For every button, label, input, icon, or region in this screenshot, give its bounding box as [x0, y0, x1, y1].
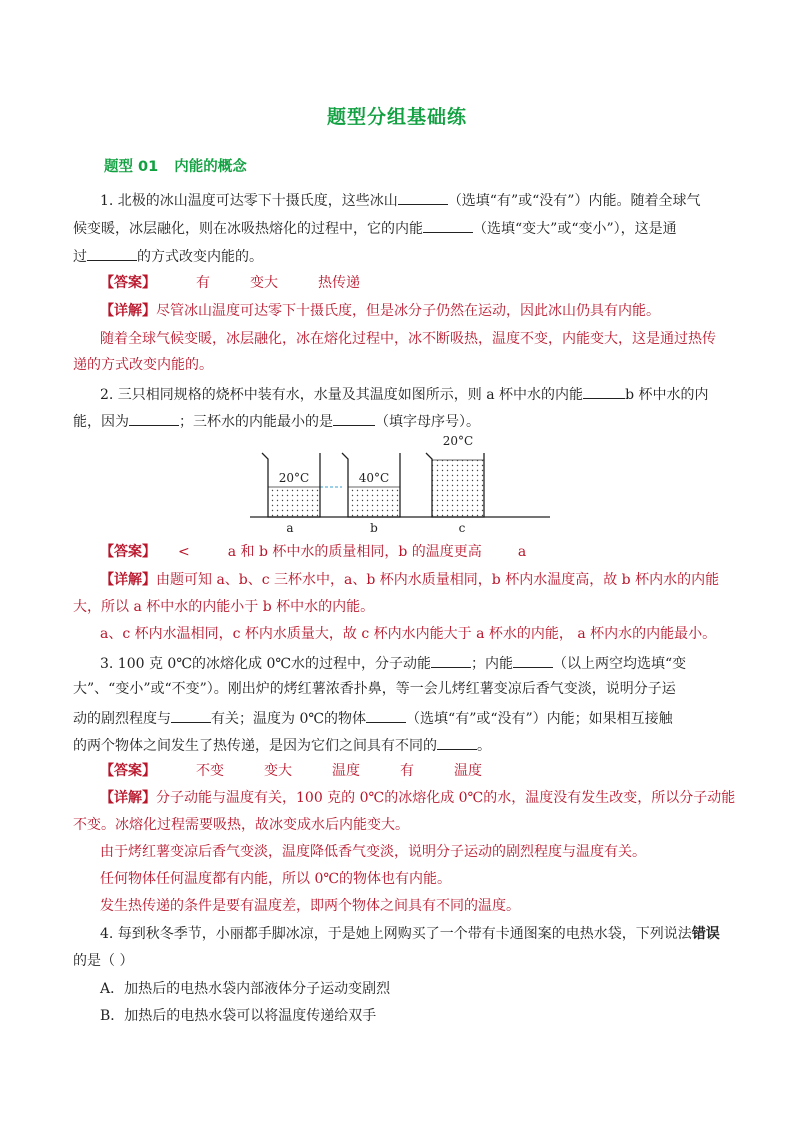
answer-value: a 和 b 杯中水的质量相同，b 的温度更高	[227, 544, 482, 560]
answer-value: 不变	[196, 763, 224, 779]
detail-tag: 【详解】	[100, 790, 156, 806]
q1-detail-2: 随着全球气候变暖，冰层融化，冰在熔化过程中，冰不断吸热，温度不变，内能变大，这是通过热传	[100, 331, 716, 347]
answer-value: 温度	[332, 763, 360, 779]
answer-tag: 【答案】	[100, 763, 156, 779]
q2-detail-2: 大，所以 a 杯中水的内能小于 b 杯中水的内能。	[73, 599, 375, 615]
answer-blank[interactable]	[431, 653, 471, 668]
detail-tag: 【详解】	[100, 572, 156, 588]
temp-label-c: 20°C	[442, 434, 474, 448]
water-b	[348, 487, 400, 517]
q2-answer	[100, 543, 526, 561]
q3-line-4: 的两个物体之间发生了热传递，是因为它们之间具有不同的 。	[73, 735, 491, 755]
water-c	[432, 460, 484, 517]
q1-detail-1: 【详解】尽管冰山温度可达零下十摄氏度，但是冰分子仍然在运动，因此冰山仍具有内能。	[100, 303, 660, 319]
q1-line-3: 过 的方式改变内能的。	[73, 246, 263, 266]
section-name: 内能的概念	[174, 159, 247, 175]
temp-label-a: 20°C	[278, 471, 310, 485]
q2-line-1: 2. 三只相同规格的烧杯中装有水，水量及其温度如图所示，则 a 杯中水的内能 b 杯中水的内	[100, 384, 708, 404]
answer-blank[interactable]	[129, 411, 179, 426]
answer-tag: 【答案】	[100, 275, 156, 291]
q4-line-1: 4. 每到秋冬季节，小丽都手脚冰凉，于是她上网购买了一个带有卡通图案的电热水袋，下列说法错误	[100, 926, 720, 942]
answer-blank[interactable]	[398, 190, 448, 205]
q1-line-1: 1. 北极的冰山温度可达零下十摄氏度，这些冰山 （选填“有”或“没有”）内能。随着全球气	[100, 190, 700, 210]
q3-detail-3: 由于烤红薯变凉后香气变淡，温度降低香气变淡，说明分子运动的剧烈程度与温度有关。	[100, 844, 646, 860]
q2-detail-3: a、c 杯内水温相同，c 杯内水质量大，故 c 杯内水内能大于 a 杯水的内能， a 杯内水的内能最小。	[100, 626, 717, 642]
answer-value: 变大	[250, 275, 278, 291]
q3-detail-5: 发生热传递的条件是要有温度差，即两个物体之间具有不同的温度。	[100, 898, 520, 914]
q1-detail-3: 递的方式改变内能的。	[73, 357, 213, 373]
emphasis-text: 错误	[691, 926, 720, 942]
q3-detail-1: 【详解】分子动能与温度有关，100 克的 0℃的冰熔化成 0℃的水，温度没有发生改变，所以分子动能	[100, 790, 736, 806]
beaker-label-a: a	[286, 521, 294, 535]
water-a	[268, 487, 320, 517]
detail-tag: 【详解】	[100, 303, 156, 319]
q3-line-2: 大”、“变小”或“不变”）。刚出炉的烤红薯浓香扑鼻，等一会儿烤红薯变凉后香气变淡，说明分子运	[73, 681, 676, 697]
q3-detail-2: 不变。冰熔化过程需要吸热，故冰变成水后内能变大。	[73, 817, 409, 833]
q4-option-a[interactable]: A．加热后的电热水袋内部液体分子运动变剧烈	[100, 981, 391, 997]
answer-value: 有	[400, 763, 414, 779]
q4-line-2: 的是（ ）	[73, 953, 134, 969]
beaker-a	[262, 453, 320, 535]
beakers-figure	[250, 428, 550, 538]
answer-value: 变大	[264, 763, 292, 779]
q2-line-2: 能，因为 ；三杯水的内能最小的是 （填字母序号）。	[73, 411, 480, 431]
answer-blank[interactable]	[171, 708, 211, 723]
beaker-label-c: c	[458, 521, 466, 535]
answer-blank[interactable]	[333, 411, 375, 426]
q3-detail-4: 任何物体任何温度都有内能，所以 0℃的物体也有内能。	[100, 871, 452, 887]
q1-line-2: 候变暖，冰层融化，则在冰吸热熔化的过程中，它的内能 （选填“变大”或“变小”），这是通	[73, 218, 677, 238]
page-title: 题型分组基础练	[326, 106, 467, 128]
beaker-label-b: b	[370, 521, 378, 535]
temp-label-b: 40°C	[358, 471, 390, 485]
q3-line-1: 3. 100 克 0℃的冰熔化成 0℃水的过程中，分子动能 ；内能 （以上两空均选填“变	[100, 653, 686, 673]
answer-blank[interactable]	[437, 735, 477, 750]
answer-blank[interactable]	[87, 246, 137, 261]
q1-answer	[100, 274, 360, 292]
q2-detail-1: 【详解】由题可知 a、b、c 三杯水中，a、b 杯内水质量相同，b 杯内水温度高，故 b 杯内水的内能	[100, 572, 720, 588]
beaker-c	[426, 434, 484, 535]
beaker-b	[342, 453, 400, 535]
q4-option-b[interactable]: B．加热后的电热水袋可以将温度传递给双手	[100, 1008, 377, 1024]
answer-blank[interactable]	[583, 384, 625, 399]
q3-answer	[100, 762, 482, 780]
answer-blank[interactable]	[366, 708, 406, 723]
answer-blank[interactable]	[423, 218, 473, 233]
q3-line-3: 动的剧烈程度与 有关；温度为 0℃的物体 （选填“有”或“没有”）内能；如果相互接触	[73, 708, 673, 728]
answer-value: 热传递	[318, 275, 360, 291]
answer-blank[interactable]	[513, 653, 553, 668]
answer-value: 温度	[454, 763, 482, 779]
section-label: 题型 01	[104, 159, 159, 175]
answer-value: a	[517, 544, 527, 560]
answer-tag: 【答案】	[100, 544, 156, 560]
answer-value: 有	[196, 275, 210, 291]
section-heading	[104, 155, 247, 176]
answer-value: <	[178, 544, 190, 560]
